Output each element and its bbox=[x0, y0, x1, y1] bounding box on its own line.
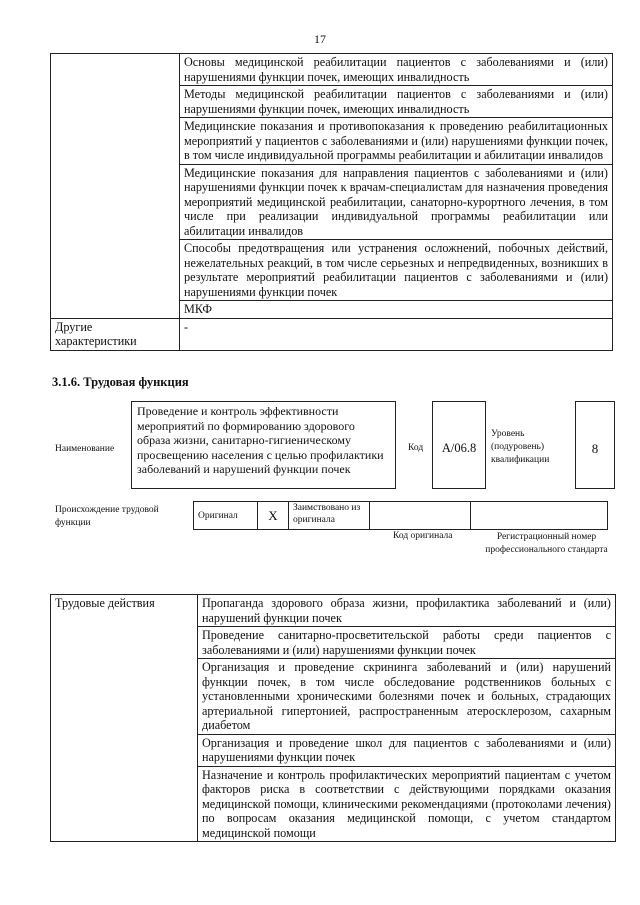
table-row: Медицинские показания и противопоказания к проведению реабилитационных мероприятий у пациентов с заболеваниями и (или) нарушениями функции почек, в том числе индивидуальной программы реабилитации и абилитации инвалидов bbox=[180, 118, 613, 165]
level-label: Уровень (подуровень) квалификации bbox=[491, 429, 550, 465]
table-row: Основы медицинской реабилитации пациентов с заболеваниями и (или) нарушениями функции почек, имеющих инвалидность bbox=[180, 54, 613, 86]
function-code-box: А/06.8 bbox=[432, 401, 486, 489]
origin-table bbox=[193, 501, 608, 530]
original-label: Оригинал bbox=[194, 502, 258, 530]
knowledge-left-cell bbox=[51, 54, 180, 319]
code-original-label: Код оригинала bbox=[393, 531, 453, 541]
name-label: Наименование bbox=[55, 444, 115, 454]
code-label: Код bbox=[408, 443, 424, 453]
original-mark: X bbox=[258, 502, 289, 530]
reg-number-cell bbox=[471, 502, 608, 530]
borrowed-label: Заимствовано из оригинала bbox=[289, 502, 370, 530]
table-row: Методы медицинской реабилитации пациентов с заболеваниями и (или) нарушениями функции почек, имеющих инвалидность bbox=[180, 86, 613, 118]
table-row: МКФ bbox=[180, 301, 613, 319]
reg-number-label: Регистрационный номер профессионального стандарта bbox=[485, 532, 608, 555]
other-characteristics-label: Другие характеристики bbox=[51, 318, 180, 350]
qualification-level-box: 8 bbox=[575, 401, 615, 489]
origin-label: Происхождение трудовой функции bbox=[55, 505, 159, 528]
table-row: Проведение санитарно-просветительской работы среди пациентов с заболеваниями и (или) нарушениями функции почек bbox=[198, 627, 616, 659]
function-name-box: Проведение и контроль эффективности мероприятий по формированию здорового образа жизни, санитарно-гигиеническому просвещению населения с целью профилактики заболеваний и нарушений функции почек bbox=[131, 401, 396, 489]
table-row: Способы предотвращения или устранения осложнений, побочных действий, нежелательных реакций, в том числе серьезных и непредвиденных, возникших в результате мероприятий реабилитации пациентов с заболеваниями и (или) нарушениями функции почек bbox=[180, 240, 613, 301]
knowledge-table bbox=[50, 53, 613, 351]
labor-actions-label: Трудовые действия bbox=[51, 595, 198, 842]
other-characteristics-value: - bbox=[180, 318, 613, 350]
page-number: 17 bbox=[314, 32, 326, 46]
table-row: Организация и проведение школ для пациентов с заболеваниями и (или) нарушениями функции почек bbox=[198, 734, 616, 766]
table-row: Организация и проведение скрининга заболеваний и (или) нарушений функции почек, в том числе обследование родственников больных с установленными хроническими болезнями почек и больных, страдающих артериальной гипертонией, распространенным атеросклерозом, сахарным диабетом bbox=[198, 659, 616, 735]
table-row: Медицинские показания для направления пациентов с заболеваниями и (или) нарушениями функции почек к врачам-специалистам для назначения проведения мероприятий медицинской реабилитации, санаторно-курортного лечения, в том числе при реализации индивидуальной программы реабилитации или абилитации инвалидов bbox=[180, 164, 613, 240]
code-original-cell bbox=[370, 502, 471, 530]
table-row: Назначение и контроль профилактических мероприятий пациентам с учетом факторов риска в соответствии с действующими порядками оказания медицинской помощи, клиническими рекомендациями (протоколами лечения) по вопросам оказания медицинской помощи, с учетом стандартом медицинской помощи bbox=[198, 766, 616, 842]
labor-actions-table bbox=[50, 594, 616, 842]
section-title: 3.1.6. Трудовая функция bbox=[52, 375, 189, 389]
table-row: Пропаганда здорового образа жизни, профилактика заболеваний и (или) нарушений функции почек bbox=[198, 595, 616, 627]
